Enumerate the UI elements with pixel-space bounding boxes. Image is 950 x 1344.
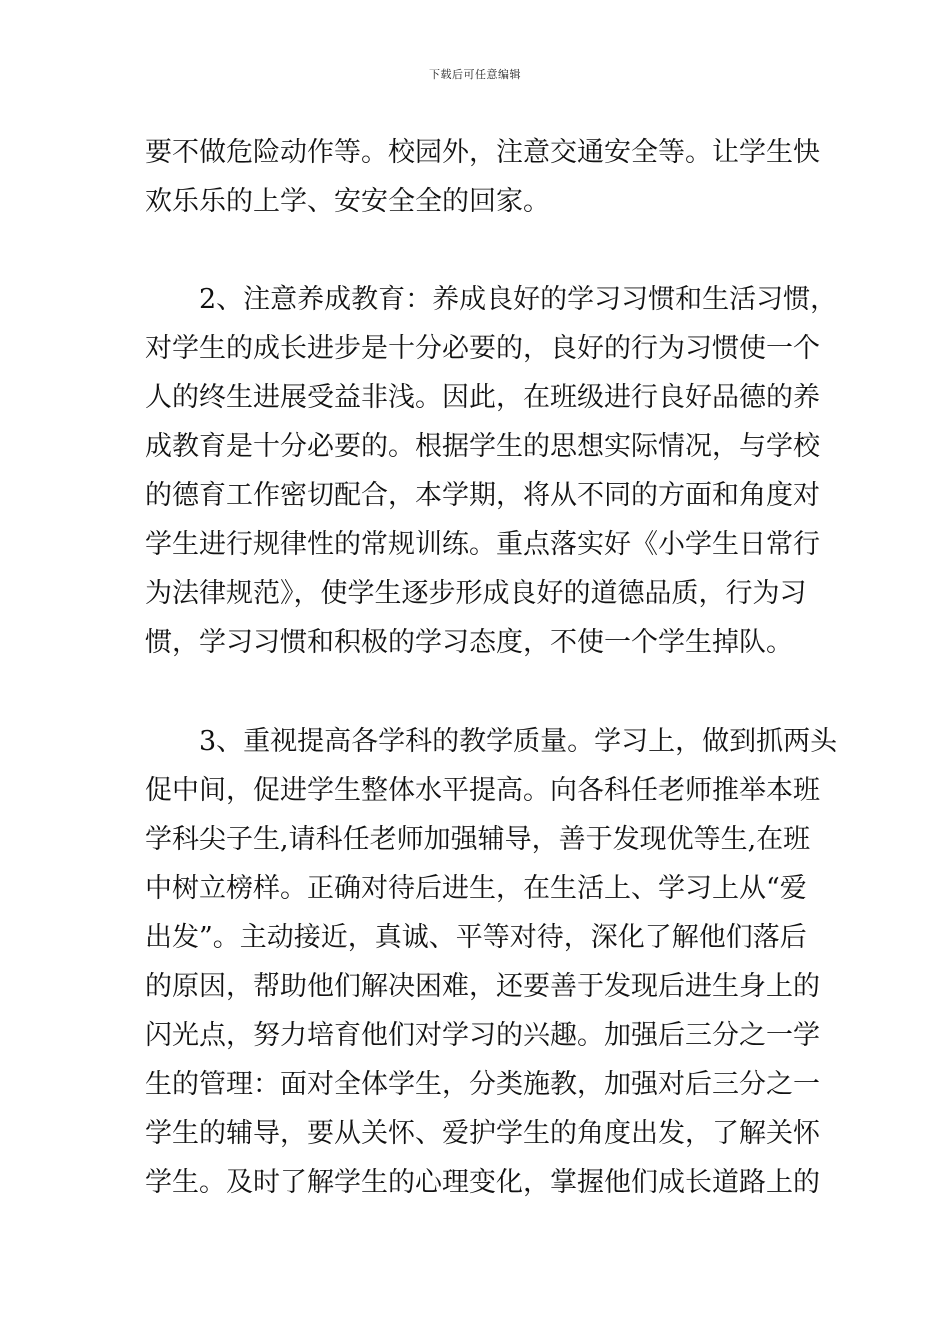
paragraph-line: 3、重视提高各学科的教学质量。学习上，做到抓两头 xyxy=(199,726,838,757)
paragraph-line: 出发”。主动接近，真诚、平等对待，深化了解他们落后 xyxy=(145,922,807,953)
paragraph-line: 生的管理：面对全体学生，分类施教，加强对后三分之一 xyxy=(145,1069,820,1100)
paragraph-line: 对学生的成长进步是十分必要的，良好的行为习惯使一个 xyxy=(145,333,820,364)
paragraph-line: 学科尖子生,请科任老师加强辅导，善于发现优等生,在班 xyxy=(145,824,811,855)
paragraph-line: 人的终生进展受益非浅。因此，在班级进行良好品德的养 xyxy=(145,382,820,413)
paragraph-line: 学生进行规律性的常规训练。重点落实好《小学生日常行 xyxy=(145,529,820,560)
paragraph-line: 的德育工作密切配合，本学期，将从不同的方面和角度对 xyxy=(145,480,820,511)
paragraph-2 xyxy=(145,275,838,667)
paragraph-line: 要不做危险动作等。校园外，注意交通安全等。让学生快 xyxy=(145,137,820,168)
paragraph-line: 的原因，帮助他们解决困难，还要善于发现后进生身上的 xyxy=(145,971,820,1002)
paragraph-line: 惯，学习习惯和积极的学习态度，不使一个学生掉队。 xyxy=(145,627,793,658)
paragraph-line: 促中间，促进学生整体水平提高。向各科任老师推举本班 xyxy=(145,775,820,806)
paragraph-line: 欢乐乐的上学、安安全全的回家。 xyxy=(145,186,550,217)
paragraph-line: 学生。及时了解学生的心理变化，掌握他们成长道路上的 xyxy=(145,1167,820,1198)
paragraph-line: 为法律规范》，使学生逐步形成良好的道德品质，行为习 xyxy=(145,578,807,609)
paragraph-line: 中树立榜样。正确对待后进生，在生活上、学习上从“爱 xyxy=(145,873,807,904)
paragraph-line: 2、注意养成教育：养成良好的学习习惯和生活习惯， xyxy=(199,284,838,315)
paragraph-3 xyxy=(145,717,838,1207)
page-header: 下载后可任意编辑 xyxy=(429,68,521,81)
paragraph-line: 学生的辅导，要从关怀、爱护学生的角度出发，了解关怀 xyxy=(145,1118,820,1149)
paragraph-line: 闪光点，努力培育他们对学习的兴趣。加强后三分之一学 xyxy=(145,1020,820,1051)
paragraph-1 xyxy=(145,128,820,226)
paragraph-line: 成教育是十分必要的。根据学生的思想实际情况，与学校 xyxy=(145,431,820,462)
